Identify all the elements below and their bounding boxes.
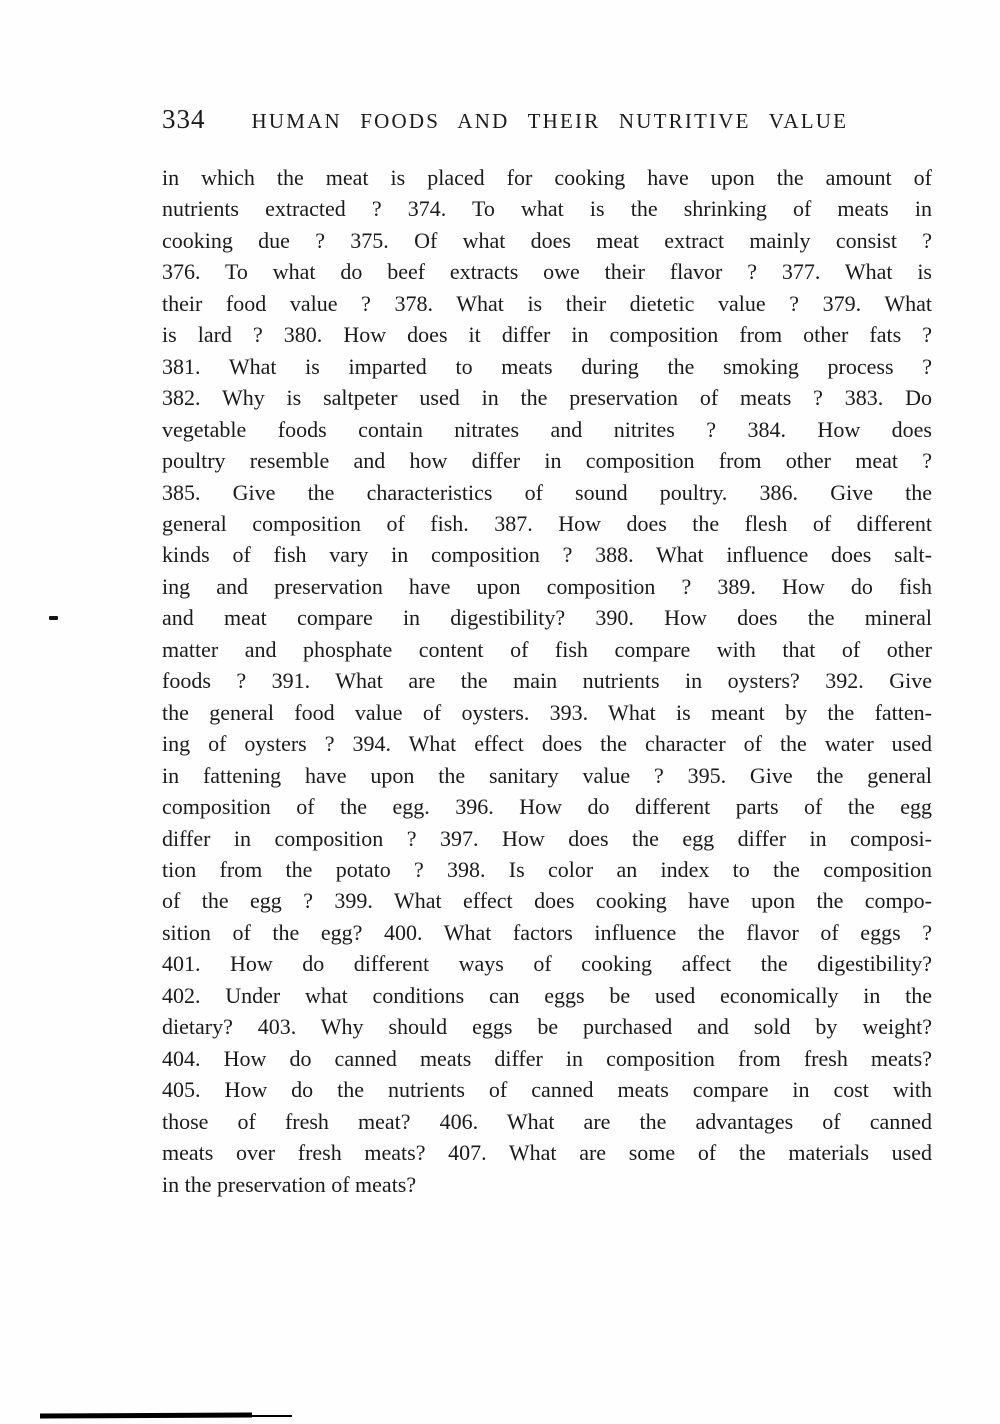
text-line: differ in composition ? 397. How does the egg differ in composi- (162, 825, 932, 851)
text-line: ing of oysters ? 394. What effect does the character of the water used (162, 731, 932, 757)
text-line: and meat compare in digestibility? 390. How does the mineral (162, 605, 932, 631)
scan-artifact-streak-tail (246, 1415, 292, 1417)
text-line: their food value ? 378. What is their dietetic value ? 379. What (162, 290, 932, 316)
text-line: cooking due ? 375. Of what does meat extract mainly consist ? (162, 227, 932, 253)
text-line: meats over fresh meats? 407. What are some of the materials used (162, 1140, 932, 1166)
text-line: matter and phosphate content of fish compare with that of other (162, 636, 932, 662)
text-line: 376. To what do beef extracts owe their flavor ? 377. What is (162, 259, 932, 285)
text-line: of the egg ? 399. What effect does cooking have upon the compo- (162, 888, 932, 914)
text-line: ing and preservation have upon composition ? 389. How do fish (162, 573, 932, 599)
page-header (162, 104, 848, 135)
text-line: in the preservation of meats? (162, 1171, 417, 1197)
text-line: sition of the egg? 400. What factors influence the flavor of eggs ? (162, 919, 932, 945)
text-line: kinds of fish vary in composition ? 388. What influence does salt- (162, 542, 932, 568)
text-line: those of fresh meat? 406. What are the advantages of canned (162, 1108, 932, 1134)
scan-artifact-dash (49, 616, 58, 620)
text-line: 381. What is imparted to meats during the smoking process ? (162, 353, 932, 379)
scan-artifact-streak (40, 1412, 252, 1418)
running-title: HUMAN FOODS AND THEIR NUTRITIVE VALUE (251, 109, 849, 133)
text-line: 402. Under what conditions can eggs be used economically in the (162, 982, 932, 1008)
question-text-block (162, 162, 932, 1200)
text-line: dietary? 403. Why should eggs be purchased and sold by weight? (162, 1014, 932, 1040)
text-line: 405. How do the nutrients of canned meats compare in cost with (162, 1077, 932, 1103)
text-line: foods ? 391. What are the main nutrients in oysters? 392. Give (162, 668, 932, 694)
text-line: poultry resemble and how differ in composition from other meat ? (162, 448, 932, 474)
text-line: 385. Give the characteristics of sound poultry. 386. Give the (162, 479, 932, 505)
text-line: nutrients extracted ? 374. To what is the shrinking of meats in (162, 196, 932, 222)
page-number: 334 (162, 104, 206, 134)
text-line: general composition of fish. 387. How does the flesh of different (162, 510, 932, 536)
text-line: vegetable foods contain nitrates and nitrites ? 384. How does (162, 416, 932, 442)
text-line: 404. How do canned meats differ in composition from fresh meats? (162, 1045, 932, 1071)
text-line: the general food value of oysters. 393. What is meant by the fatten- (162, 699, 932, 725)
text-line: is lard ? 380. How does it differ in composition from other fats ? (162, 322, 932, 348)
text-line: tion from the potato ? 398. Is color an index to the composition (162, 856, 932, 882)
text-line: composition of the egg. 396. How do different parts of the egg (162, 794, 932, 820)
text-line: in fattening have upon the sanitary value ? 395. Give the general (162, 762, 932, 788)
text-line: 382. Why is saltpeter used in the preservation of meats ? 383. Do (162, 385, 932, 411)
text-line: 401. How do different ways of cooking affect the digestibility? (162, 951, 932, 977)
text-line: in which the meat is placed for cooking have upon the amount of (162, 165, 932, 190)
